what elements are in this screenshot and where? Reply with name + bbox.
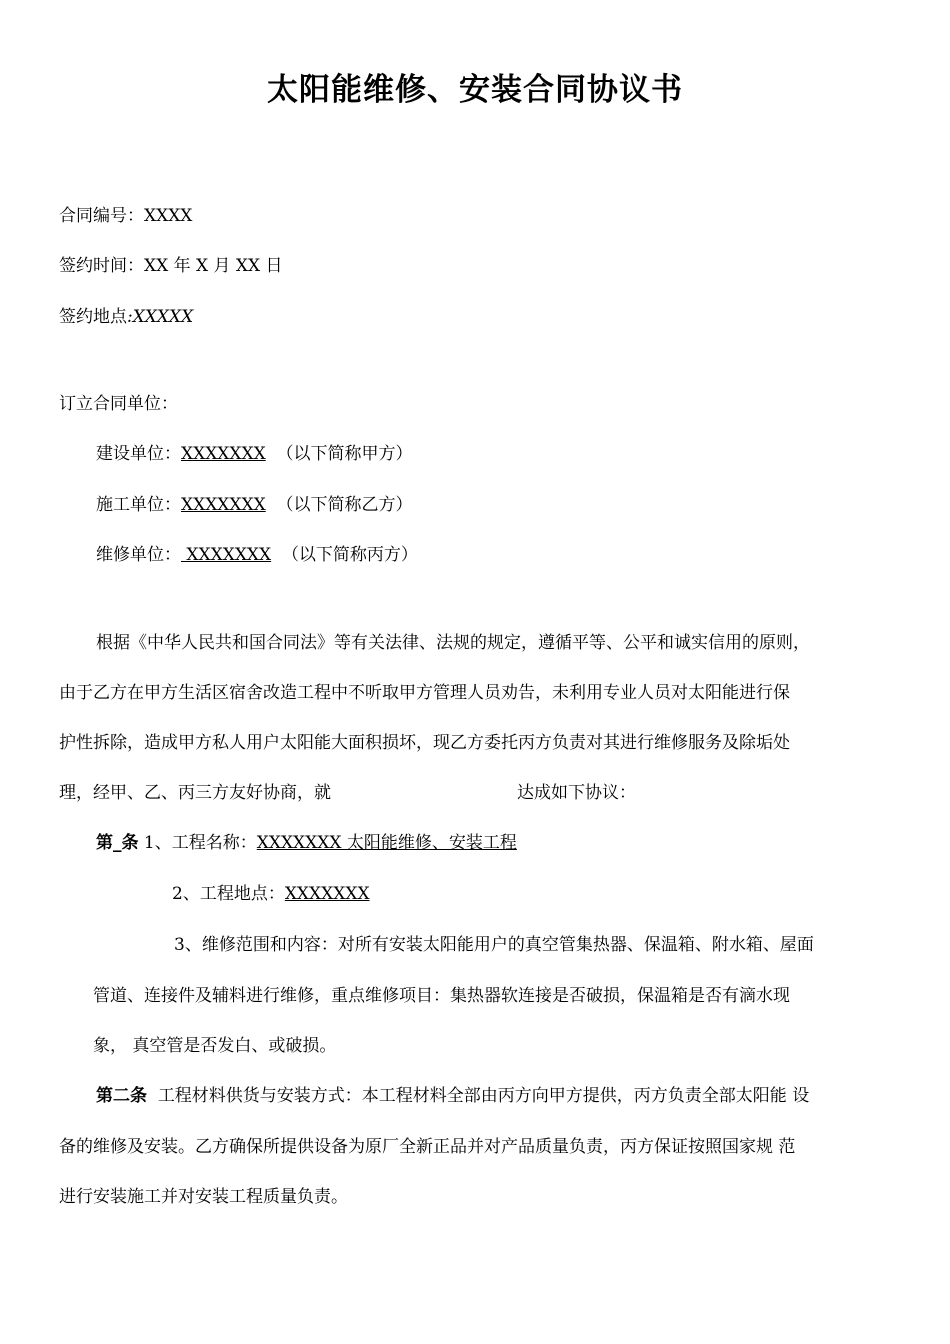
preamble-line-2: 由于乙方在甲方生活区宿舍改造工程中不听取甲方管理人员劝告，未利用专业人员对太阳能进行保 (59, 683, 790, 703)
party-a-note: （以下简称甲方） (276, 444, 413, 464)
article-2-line-1 (96, 1085, 809, 1107)
party-b (96, 494, 413, 516)
preamble-line-4a: 理，经甲、乙、丙三方友好协商，就 (59, 783, 331, 803)
party-c-name: XXXXXXX (181, 545, 272, 565)
article-1-item-3-line-3: 象， 真空管是否发白、或破损。 (93, 1036, 337, 1056)
party-a (96, 443, 413, 465)
party-b-label: 施工单位： (96, 495, 181, 515)
preamble-line-1: 根据《中华人民共和国合同法》等有关法律、法规的规定，遵循平等、公平和诚实信用的原则， (96, 633, 810, 653)
sign-time-label: 签约时间： (59, 256, 144, 276)
article-1-item-1 (96, 832, 517, 854)
item-2-value: XXXXXXX (284, 884, 370, 904)
sign-time-value: XX 年 X 月 XX 日 (144, 256, 283, 276)
party-c-note: （以下简称丙方） (281, 545, 418, 565)
contract-number-label: 合同编号： (59, 206, 144, 226)
party-a-label: 建设单位： (96, 444, 181, 464)
article-1-label: 第_条 (96, 833, 139, 853)
document-title: 太阳能维修、安装合同协议书 (267, 72, 683, 108)
party-c (96, 544, 418, 566)
item-1-label: 1、工程名称： (143, 833, 257, 853)
preamble-line-3: 护性拆除，造成甲方私人用户太阳能大面积损坏，现乙方委托丙方负责对其进行维修服务及除垢处 (59, 733, 790, 753)
article-2-line-3: 进行安装施工并对安装工程质量负责。 (59, 1187, 348, 1207)
article-2-text-1: 工程材料供货与安装方式：本工程材料全部由丙方向甲方提供，丙方负责全部太阳能 设 (157, 1086, 810, 1106)
article-1-item-2 (172, 883, 370, 905)
sign-place-value: :XXXXX (127, 307, 194, 327)
contract-number (59, 205, 192, 227)
article-2-label: 第二条 (96, 1086, 147, 1106)
item-1-value: XXXXXXX 太阳能维修、安装工程 (256, 833, 517, 853)
article-2-line-2: 备的维修及安装。乙方确保所提供设备为原厂全新正品并对产品质量负责，丙方保证按照国家规 范 (59, 1137, 796, 1157)
party-a-name: XXXXXXX (181, 444, 266, 464)
preamble-line-4b: 达成如下协议： (517, 783, 636, 803)
sign-place-label: 签约地点 (59, 307, 127, 327)
sign-time (59, 255, 283, 277)
contract-number-value: XXXX (144, 206, 193, 226)
party-b-name: XXXXXXX (181, 495, 266, 515)
party-b-note: （以下简称乙方） (276, 495, 413, 515)
party-c-label: 维修单位： (96, 545, 181, 565)
parties-heading: 订立合同单位： (59, 394, 178, 414)
article-1-item-3-line-1: 3、维修范围和内容：对所有安装太阳能用户的真空管集热器、保温箱、附水箱、屋面 (174, 935, 814, 955)
sign-place (59, 306, 193, 328)
item-2-label: 2、工程地点： (172, 884, 285, 904)
article-1-item-3-line-2: 管道、连接件及辅料进行维修，重点维修项目：集热器软连接是否破损，保温箱是否有滴水现 (93, 986, 790, 1006)
